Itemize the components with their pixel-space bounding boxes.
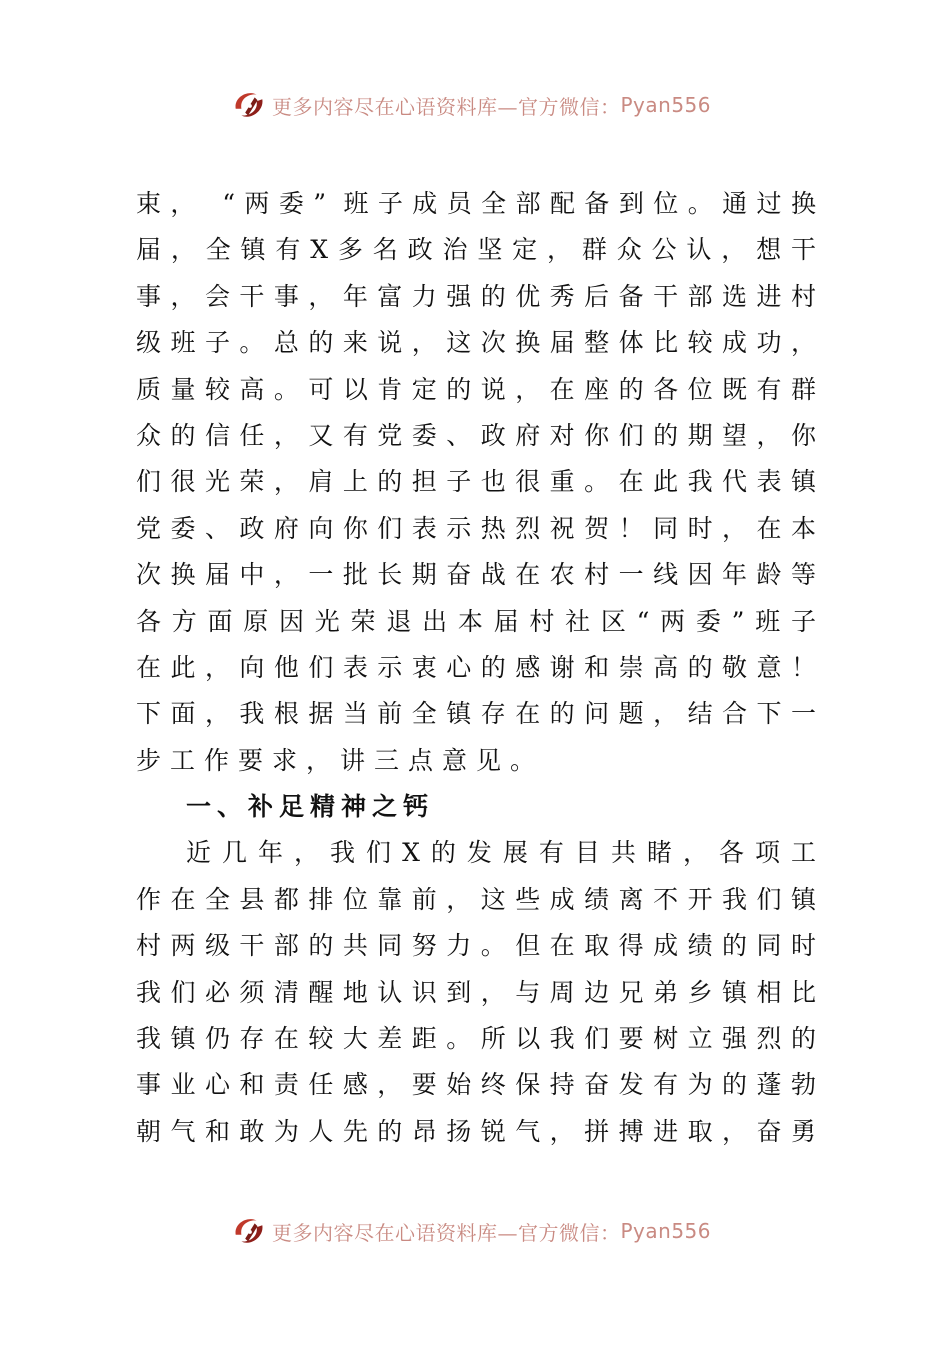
text-line: 各方面原因光荣退出本届村社区“两委”班子 — [136, 606, 816, 636]
footer-watermark — [230, 1211, 711, 1251]
text-line: 束， “两委” 班子成员全部配备到位。通过换 — [136, 189, 816, 218]
text-line: 级班子。总的来说，这次换届整体比较成功， — [136, 328, 816, 358]
text-line: 事，会干事，年富力强的优秀后备干部选进村 — [136, 281, 816, 311]
text-line: 们很光荣，肩上的担子也很重。在此我代表镇 — [136, 467, 816, 497]
text-line: 我镇仍存在较大差距。所以我们要树立强烈的 — [136, 1024, 816, 1054]
section-heading: 一、补足精神之钙 — [186, 792, 435, 822]
pen-nib-swirl-icon — [230, 86, 268, 124]
text-line: 步工作要求，讲三点意见。 — [136, 745, 545, 775]
text-line: 我们必须清醒地认识到，与周边兄弟乡镇相比 — [136, 977, 816, 1007]
watermark-text: 更多内容尽在心语资料库—官方微信： — [272, 94, 621, 119]
text-line: 事业心和责任感，要始终保持奋发有为的蓬勃 — [136, 1070, 816, 1100]
text-line: 党委、政府向你们表示热烈祝贺！同时，在本 — [136, 513, 816, 543]
header-watermark — [230, 85, 711, 125]
watermark-text: 更多内容尽在心语资料库—官方微信： — [272, 1220, 621, 1245]
wechat-id: Pyan556 — [620, 1219, 712, 1243]
text-line: 在此，向他们表示衷心的感谢和崇高的敬意！ — [136, 652, 816, 682]
text-line: 下面，我根据当前全镇存在的问题，结合下一 — [136, 699, 816, 729]
text-line: 村两级干部的共同努力。但在取得成绩的同时 — [136, 931, 816, 961]
text-line: 次换届中，一批长期奋战在农村一线因年龄等 — [136, 560, 816, 590]
text-line: 作在全县都排位靠前，这些成绩离不开我们镇 — [136, 884, 816, 914]
text-line: 近几年，我们X的发展有目共睹，各项工 — [186, 838, 816, 868]
text-line: 众的信任，又有党委、政府对你们的期望，你 — [136, 420, 816, 450]
document-body — [136, 181, 816, 1155]
text-line: 质量较高。可以肯定的说，在座的各位既有群 — [136, 374, 816, 404]
pen-nib-swirl-icon — [230, 1212, 268, 1250]
text-line: 届，全镇有X多名政治坚定，群众公认，想干 — [136, 235, 816, 265]
wechat-id: Pyan556 — [620, 93, 712, 117]
text-line: 朝气和敢为人先的昂扬锐气，拼搏进取，奋勇 — [136, 1116, 816, 1146]
